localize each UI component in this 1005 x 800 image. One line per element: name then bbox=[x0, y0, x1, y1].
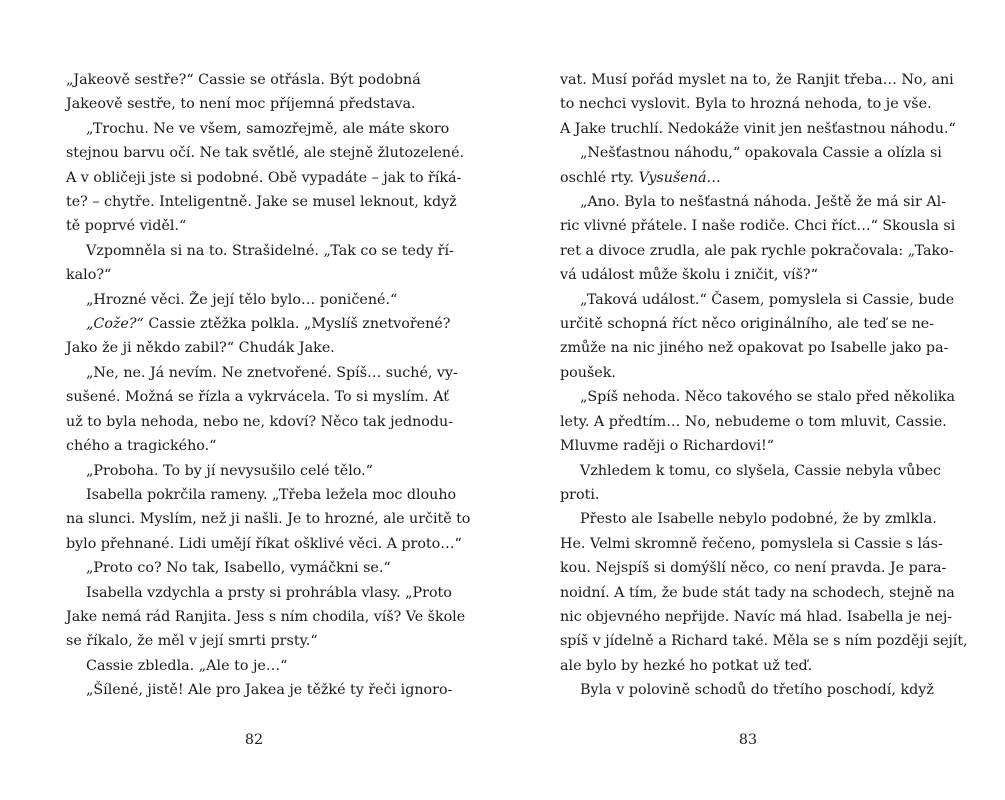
text-line: Jako že ji někdo zabil?“ Chudák Jake. bbox=[66, 340, 335, 357]
text-line: na slunci. Myslím, než ji našli. Je to hrozné, ale určitě to bbox=[66, 511, 471, 528]
text-line: ale bylo by hezké ho potkat už teď. bbox=[560, 657, 813, 674]
text-line: „Proto co? No tak, Isabello, vymáčkni se.“ bbox=[86, 560, 391, 577]
text-line: poušek. bbox=[560, 364, 616, 381]
text-line: sušené. Možná se řízla a vykrvácela. To si myslím. Ať bbox=[66, 389, 450, 406]
text-line: Cassie zbledla. „Ale to je…“ bbox=[86, 657, 288, 674]
text-line: ret a divoce zrudla, ale pak rychle pokračovala: „Tako- bbox=[560, 242, 954, 259]
text-line: vat. Musí pořád myslet na to, že Ranjit třeba… No, ani bbox=[560, 72, 954, 88]
text-line: te? – chytře. Inteligentně. Jake se musel leknout, když bbox=[66, 194, 457, 211]
text-line: „Jakeově sestře?“ Cassie se otřásla. Být podobná bbox=[66, 72, 421, 88]
text-line: A Jake truchlí. Nedokáže vinit jen nešťastnou náhodu.“ bbox=[560, 120, 956, 137]
text-line: Isabella pokrčila rameny. „Třeba ležela moc dlouho bbox=[86, 486, 457, 503]
text-line: proti. bbox=[560, 486, 600, 503]
text-line: Vzhledem k tomu, co slyšela, Cassie nebyla vůbec bbox=[580, 462, 942, 479]
text-line: chého a tragického.“ bbox=[66, 438, 217, 455]
right-page-number: 83 bbox=[738, 732, 758, 748]
text-line: to nechci vyslovit. Byla to hrozná nehoda, to je vše. bbox=[560, 96, 932, 113]
text-line: kou. Nejspíš si domýšlí něco, co není pravda. Je para- bbox=[560, 560, 947, 577]
text-line: „Hrozné věci. Že její tělo bylo… poničené.“ bbox=[86, 291, 398, 308]
text-line: lety. A předtím… No, nebudeme o tom mluvit, Cassie. bbox=[560, 413, 947, 430]
text-line: zmůže na nic jiného než opakovat po Isabelle jako pa- bbox=[560, 340, 949, 357]
text-line: „Taková událost.“ Časem, pomyslela si Cassie, bude bbox=[580, 291, 955, 308]
text-line: Isabella vzdychla a prsty si prohrábla vlasy. „Proto bbox=[86, 584, 452, 601]
text-segment: oschlé rty. bbox=[560, 169, 639, 186]
text-line: ric vlivné přátele. I naše rodiče. Chci říct…“ Skousla si bbox=[560, 218, 956, 235]
text-line: „Proboha. To by jí nevysušilo celé tělo.“ bbox=[86, 462, 373, 479]
text-line: spíš v jídelně a Richard také. Měla se s ním později sejít, bbox=[560, 633, 968, 650]
text-line: Jake nemá rád Ranjita. Jess s ním chodila, víš? Ve škole bbox=[66, 608, 466, 625]
text-line bbox=[66, 312, 451, 336]
text-line: „Spíš nehoda. Něco takového se stalo před několika bbox=[580, 389, 956, 406]
text-segment: Cassie ztěžka polkla. „Myslíš znetvořené? bbox=[143, 316, 451, 333]
left-page bbox=[66, 68, 471, 703]
text-line: Přesto ale Isabelle nebylo podobné, že by zmlkla. bbox=[580, 511, 937, 528]
text-line: „Ne, ne. Já nevím. Ne znetvořené. Spíš… suché, vy- bbox=[86, 364, 458, 381]
text-line: tě poprvé viděl.“ bbox=[66, 218, 187, 235]
text-line: kalo?“ bbox=[66, 267, 112, 284]
text-line: už to byla nehoda, nebo ne, kdoví? Něco tak jednodu- bbox=[66, 413, 454, 430]
text-line: určitě schopná říct něco originálního, ale teď se ne- bbox=[560, 316, 935, 333]
italic-text: Vysušená… bbox=[638, 169, 721, 186]
text-line: se říkalo, že měl v její smrti prsty.“ bbox=[66, 633, 318, 650]
right-page bbox=[560, 68, 968, 703]
text-line: Mluvme raději o Richardovi!“ bbox=[560, 438, 775, 455]
text-line: nic objevného nepřijde. Navíc má hlad. Isabella je nej- bbox=[560, 608, 953, 625]
text-line: Vzpomněla si na to. Strašidelné. „Tak co se tedy ří- bbox=[86, 242, 454, 259]
text-line: A v obličeji jste si podobné. Obě vypadáte – jak to říká- bbox=[66, 169, 462, 186]
left-page-number: 82 bbox=[244, 732, 264, 748]
text-line: bylo přehnané. Lidi umějí říkat ošklivé věci. A proto…“ bbox=[66, 535, 462, 552]
text-line: „Šílené, jistě! Ale pro Jakea je těžké ty řeči ignoro- bbox=[86, 682, 453, 699]
text-line: „Nešťastnou náhodu,“ opakovala Cassie a olízla si bbox=[580, 145, 942, 162]
text-line: „Trochu. Ne ve všem, samozřejmě, ale máte skoro bbox=[86, 120, 450, 137]
text-line: „Ano. Byla to nešťastná náhoda. Ještě že má sir Al- bbox=[580, 194, 946, 211]
italic-text: „Cože?“ bbox=[86, 316, 144, 333]
text-line bbox=[560, 166, 936, 190]
text-line: noidní. A tím, že bude stát tady na schodech, stejně na bbox=[560, 584, 955, 601]
text-line: He. Velmi skromně řečeno, pomyslela si Cassie s lás- bbox=[560, 535, 943, 552]
text-line: vá událost může školu i zničit, víš?“ bbox=[560, 267, 818, 284]
text-line: Byla v polovině schodů do třetího poschodí, když bbox=[580, 682, 934, 699]
text-line: stejnou barvu očí. Ne tak světlé, ale stejně žlutozelené. bbox=[66, 145, 465, 162]
text-line: Jakeově sestře, to není moc příjemná představa. bbox=[66, 96, 416, 113]
